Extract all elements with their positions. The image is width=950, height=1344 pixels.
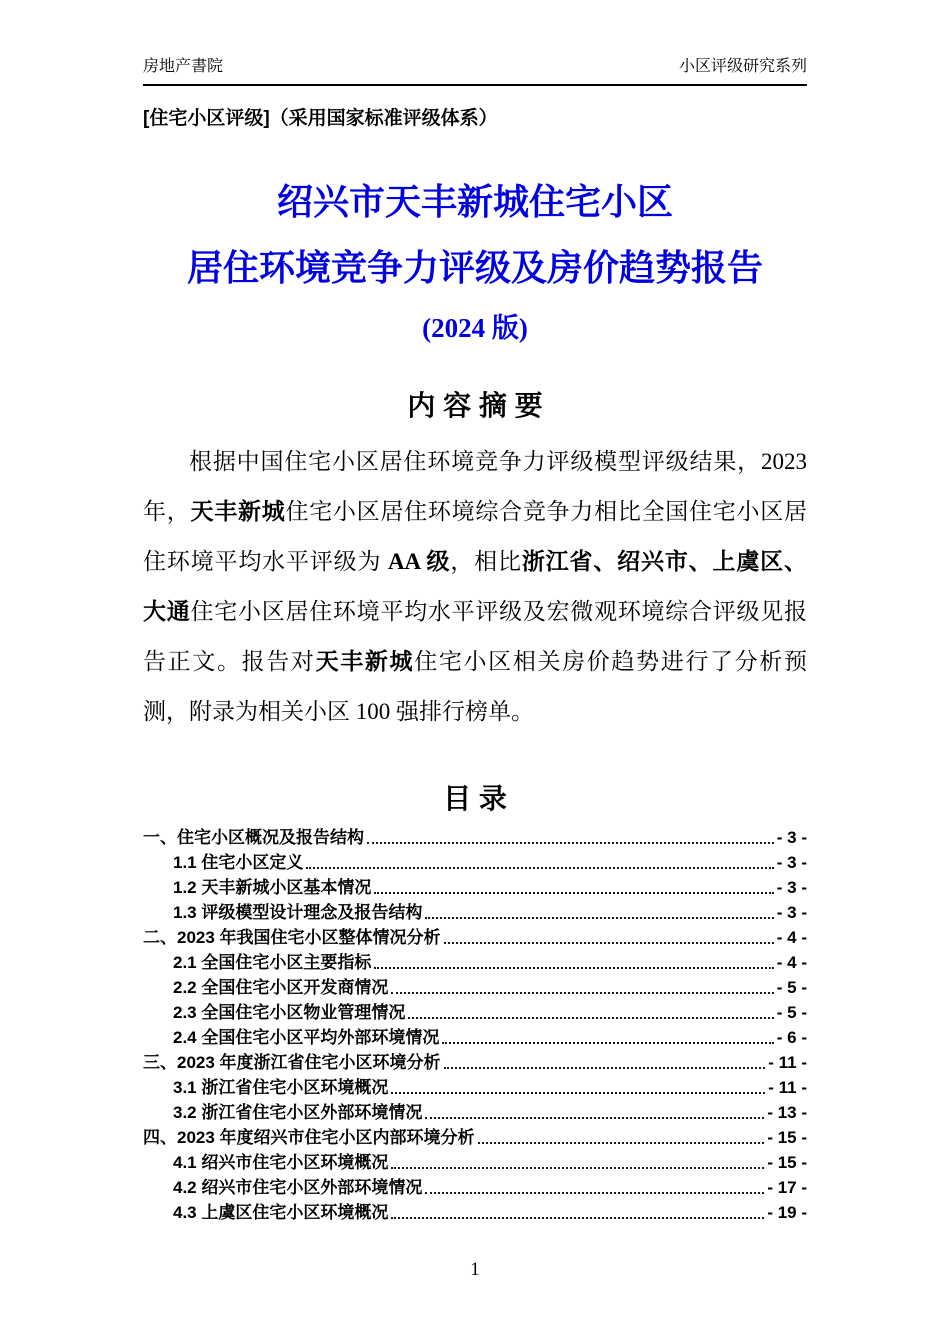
toc-item[interactable]	[143, 975, 807, 1000]
page-number: 1	[470, 1259, 480, 1280]
abstract-heading: 内 容 摘 要	[407, 390, 543, 421]
toc-dot-leader	[391, 1092, 765, 1094]
toc-item-page-number: - 3 -	[776, 828, 807, 847]
toc-item-label: 二、2023 年我国住宅小区整体情况分析	[143, 928, 441, 947]
toc-item-page-number: - 13 -	[767, 1103, 807, 1122]
abstract-segment: 根据中国住宅小区居住环境竞争力评级模型评级结果，2023 年，	[143, 449, 807, 524]
toc-item-label: 4.1 绍兴市住宅小区环境概况	[173, 1153, 389, 1172]
toc-item-page-number: - 15 -	[767, 1153, 807, 1172]
report-edition: (2024 版)	[422, 313, 528, 343]
toc-dot-leader	[408, 1017, 773, 1019]
toc-dot-leader	[478, 1142, 765, 1144]
abstract-segment: 住宅小区居住环境平均水平评级及宏微观环境综合评级见报告正文。报告对	[143, 599, 808, 674]
toc-item-label: 2.3 全国住宅小区物业管理情况	[173, 1003, 406, 1022]
toc-item[interactable]	[143, 825, 807, 850]
report-title-line1: 绍兴市天丰新城住宅小区	[276, 182, 673, 222]
abstract-segment: 住宅小区相关房价趋势进行了分析预测，附录为相关小区 100 强排行榜单。	[143, 649, 808, 724]
toc-item[interactable]	[143, 1075, 807, 1100]
toc-item[interactable]	[143, 1000, 807, 1025]
toc-item-label: 3.2 浙江省住宅小区外部环境情况	[173, 1103, 423, 1122]
table-of-contents	[143, 825, 807, 1225]
report-title-line2: 居住环境竞争力评级及房价趋势报告	[186, 248, 763, 288]
toc-heading: 目 录	[443, 783, 507, 814]
toc-item-page-number: - 5 -	[776, 978, 807, 997]
toc-item-page-number: - 4 -	[776, 953, 807, 972]
header-right-text: 小区评级研究系列	[678, 58, 807, 75]
toc-item-label: 4.3 上虞区住宅小区环境概况	[173, 1203, 389, 1222]
toc-dot-leader	[425, 917, 773, 919]
toc-item-label: 2.1 全国住宅小区主要指标	[173, 953, 372, 972]
toc-dot-leader	[391, 1167, 764, 1169]
abstract-paragraph	[143, 437, 807, 737]
page-footer	[0, 1258, 950, 1282]
header-left-text: 房地产書院	[143, 58, 224, 75]
toc-item[interactable]	[143, 1100, 807, 1125]
toc-item-page-number: - 11 -	[768, 1078, 807, 1097]
toc-item-label: 四、2023 年度绍兴市住宅小区内部环境分析	[143, 1128, 475, 1147]
toc-item-label: 三、2023 年度浙江省住宅小区环境分析	[143, 1053, 441, 1072]
abstract-segment: 天丰新城	[315, 649, 415, 674]
toc-item[interactable]	[143, 900, 807, 925]
abstract-segment: 浙江省、绍兴市、上虞区、大通	[143, 549, 808, 624]
toc-item-page-number: - 15 -	[767, 1128, 807, 1147]
toc-item-page-number: - 6 -	[776, 1028, 807, 1047]
toc-item-label: 2.2 全国住宅小区开发商情况	[173, 978, 389, 997]
toc-item[interactable]	[143, 1175, 807, 1200]
toc-item[interactable]	[143, 950, 807, 975]
toc-item-page-number: - 3 -	[776, 903, 807, 922]
toc-dot-leader	[444, 942, 774, 944]
series-label: [住宅小区评级]（采用国家标准评级体系）	[143, 108, 498, 129]
toc-dot-leader	[306, 867, 773, 869]
toc-item[interactable]	[143, 850, 807, 875]
toc-dot-leader	[374, 967, 773, 969]
toc-item-label: 4.2 绍兴市住宅小区外部环境情况	[173, 1178, 423, 1197]
toc-item-label: 1.3 评级模型设计理念及报告结构	[173, 903, 423, 922]
toc-item-page-number: - 17 -	[767, 1178, 807, 1197]
toc-dot-leader	[442, 1042, 773, 1044]
toc-item-page-number: - 3 -	[776, 853, 807, 872]
abstract-segment: 天丰新城	[190, 499, 286, 524]
running-header	[143, 0, 807, 86]
toc-dot-leader	[391, 992, 773, 994]
abstract-segment: AA 级	[387, 549, 451, 574]
toc-dot-leader	[425, 1117, 764, 1119]
toc-item[interactable]	[143, 1200, 807, 1225]
toc-item-page-number: - 4 -	[776, 928, 807, 947]
abstract-segment: ，相比	[450, 549, 522, 574]
toc-dot-leader	[425, 1192, 764, 1194]
toc-item-label: 2.4 全国住宅小区平均外部环境情况	[173, 1028, 440, 1047]
toc-dot-leader	[367, 842, 774, 844]
toc-item-label: 1.2 天丰新城小区基本情况	[173, 878, 372, 897]
toc-dot-leader	[444, 1067, 766, 1069]
toc-item-page-number: - 3 -	[776, 878, 807, 897]
toc-item-page-number: - 5 -	[776, 1003, 807, 1022]
toc-item[interactable]	[143, 1150, 807, 1175]
toc-item[interactable]	[143, 1050, 807, 1075]
toc-item-label: 3.1 浙江省住宅小区环境概况	[173, 1078, 389, 1097]
toc-item-label: 一、住宅小区概况及报告结构	[143, 828, 364, 847]
toc-dot-leader	[391, 1217, 764, 1219]
toc-item-label: 1.1 住宅小区定义	[173, 853, 304, 872]
toc-item-page-number: - 11 -	[768, 1053, 807, 1072]
toc-item[interactable]	[143, 1125, 807, 1150]
toc-item-page-number: - 19 -	[767, 1203, 807, 1222]
abstract-segment: 住宅小区居住环境综合竞争力相比全国住宅小区居住环境平均水平评级为	[143, 499, 808, 574]
toc-item[interactable]	[143, 1025, 807, 1050]
toc-dot-leader	[374, 892, 773, 894]
toc-item[interactable]	[143, 925, 807, 950]
toc-item[interactable]	[143, 875, 807, 900]
